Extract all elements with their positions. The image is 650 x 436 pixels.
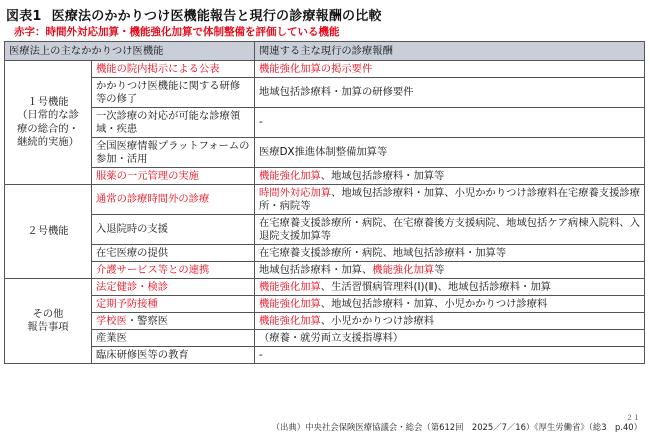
fee-text: 、小児かかりつけ診療料: [320, 314, 435, 327]
fee-text: -: [259, 348, 263, 361]
fee-text: 機能強化加算: [259, 314, 321, 327]
column-header-fees: 関連する主な現行の診療報酬: [255, 42, 645, 61]
fee-text: 機能強化加算: [372, 263, 435, 276]
fee-cell: [255, 185, 645, 215]
fee-text: （療養・就労両立支援指導料）: [259, 331, 404, 344]
comparison-table: [4, 41, 645, 364]
fee-cell: [255, 330, 645, 347]
source-note: （出典）中央社会保険医療協議会・総会（第612回 2025／7／16）《厚生労働省》（総3 p.40）: [271, 422, 642, 432]
fee-text: 機能強化加算の掲示要件: [259, 62, 373, 75]
table-row: [5, 330, 645, 347]
column-header-functions: 医療法上の主なかかりつけ医機能: [5, 42, 255, 61]
table-row: [5, 108, 645, 138]
table-row: [5, 168, 645, 185]
group-label-line: 継続的実施）: [17, 136, 79, 148]
fee-text: 在宅療養支援診療所・病院、在宅療養後方支援病院、地域包括ケア病棟入院料、入退院支援加算等: [259, 216, 640, 242]
table-row: [5, 245, 645, 262]
function-cell: 機能の院内掲示による公表: [92, 61, 255, 78]
figure-subtitle: 赤字：時間外対応加算・機能強化加算で体制整備を評価している機能: [14, 26, 340, 38]
fee-text: 、生活習慣病管理料(Ⅰ)(Ⅱ)、地域包括診療料・加算: [320, 280, 551, 293]
fee-cell: [255, 347, 645, 364]
function-cell: 法定健診・検診: [92, 279, 255, 296]
group-label-line: １号機能: [27, 95, 69, 108]
table-row: [5, 215, 645, 245]
figure-label: 図表1: [6, 9, 42, 24]
fee-cell: [255, 279, 645, 296]
function-cell: 服薬の一元管理の実施: [92, 168, 255, 185]
table-row: [5, 313, 645, 330]
figure-title-text: 医療法のかかりつけ医機能報告と現行の診療報酬の比較: [51, 9, 382, 24]
fee-cell: [255, 262, 645, 279]
fee-text: 、地域包括診療料・加算、小児かかりつけ診療料: [320, 297, 548, 310]
fee-text: 機能強化加算: [259, 280, 321, 293]
function-text: 学校医: [96, 314, 127, 327]
function-cell: 在宅医療の提供: [92, 245, 255, 262]
function-cell: 産業医: [92, 330, 255, 347]
group-label-3: [5, 279, 92, 364]
fee-text: 等: [434, 263, 445, 276]
fee-cell: [255, 215, 645, 245]
function-cell: 入退院時の支援: [92, 215, 255, 245]
fee-cell: [255, 245, 645, 262]
function-cell: 定期予防接種: [92, 296, 255, 313]
function-cell: 一次診療の対応が可能な診療領域・疾患: [92, 108, 255, 138]
function-cell: 通常の診療時間外の診療: [92, 185, 255, 215]
page-number: ２１: [626, 414, 640, 422]
table-row: [5, 61, 645, 78]
fee-cell: [255, 61, 645, 78]
group-label-1: [5, 61, 92, 185]
function-cell: 臨床研修医等の教育: [92, 347, 255, 364]
fee-text: 在宅療養支援診療所・病院、地域包括診療料・加算等: [259, 246, 507, 259]
group-label-line: （日常的な診: [17, 109, 79, 121]
fee-cell: [255, 168, 645, 185]
fee-cell: [255, 313, 645, 330]
table-row: [5, 262, 645, 279]
group-label-line: 報告事項: [27, 321, 69, 333]
fee-text: 地域包括診療料・加算、: [259, 263, 373, 276]
figure-title: [6, 5, 382, 24]
table-row: [5, 185, 645, 215]
fee-text: 医療DX推進体制整備加算等: [259, 146, 388, 158]
group-label-line: その他: [32, 307, 64, 320]
table-row: [5, 347, 645, 364]
group-label-line: ２号機能: [27, 224, 69, 237]
fee-cell: [255, 138, 645, 168]
function-cell: かかりつけ医機能に関する研修等の修了: [92, 78, 255, 108]
fee-cell: [255, 296, 645, 313]
function-cell: 全国医療情報プラットフォームの参加・活用: [92, 138, 255, 168]
fee-cell: [255, 78, 645, 108]
function-text: ・警察医: [126, 314, 169, 327]
fee-text: -: [259, 116, 263, 128]
function-cell: 介護サービス等との連携: [92, 262, 255, 279]
group-label-2: [5, 185, 92, 279]
fee-text: 機能強化加算: [259, 297, 321, 310]
fee-cell: [255, 108, 645, 138]
table-row: [5, 279, 645, 296]
table-row: [5, 296, 645, 313]
fee-text: 地域包括診療料・加算の研修要件: [259, 86, 414, 98]
function-cell: [92, 313, 255, 330]
group-label-line: 療の総合的・: [17, 122, 79, 135]
fee-text: 時間外対応加算: [259, 186, 332, 199]
fee-text: 、地域包括診療料・加算、小児かかりつけ診療料在宅療養支援診療所・病院等: [259, 186, 640, 212]
table-row: [5, 138, 645, 168]
fee-text: 、地域包括診療料・加算等: [320, 169, 445, 182]
fee-text: 機能強化加算: [259, 169, 321, 182]
table-row: [5, 78, 645, 108]
